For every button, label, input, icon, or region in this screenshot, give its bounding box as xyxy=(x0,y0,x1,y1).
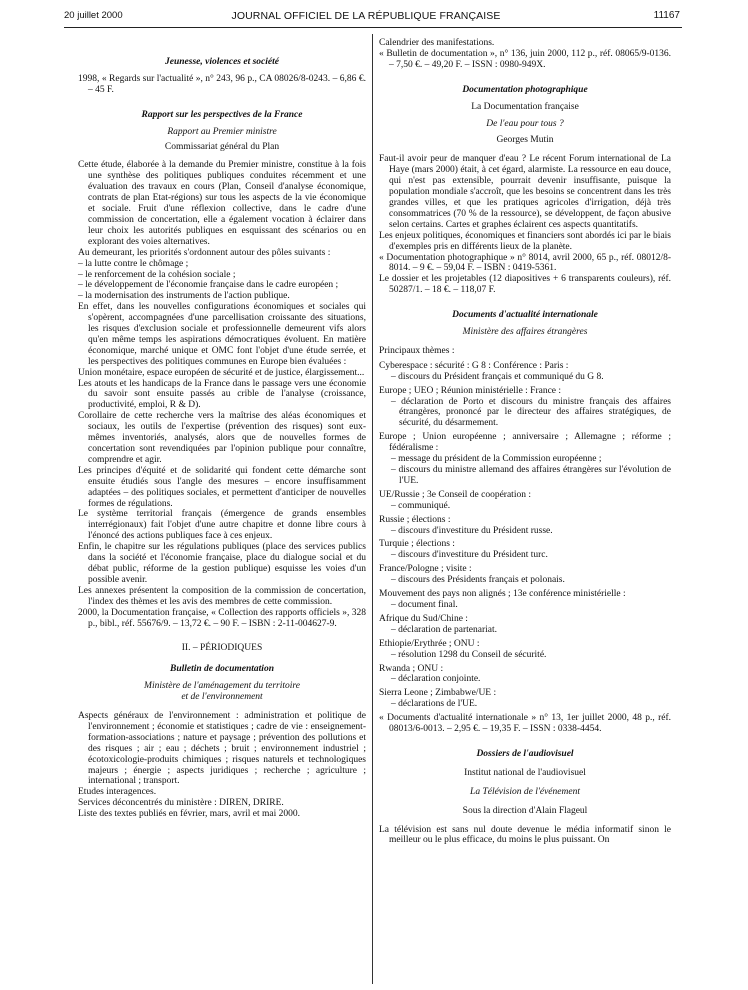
theme-heading: Sierra Leone ; Zimbabwe/UE : xyxy=(379,688,497,699)
paragraph: Le système territorial français (émergence de grands ensembles interrégionaux) fait l'objet d'une autre chapitre et donne libre cours à l'énoncé des actions publiques face à ces enjeux. xyxy=(78,509,366,542)
page-header xyxy=(64,10,680,26)
theme-heading: France/Pologne ; visite : xyxy=(379,564,472,575)
paragraph: En effet, dans les nouvelles configurations économiques et sociales qui s'opèrent, accompagnées d'une parcellisation croissante des situations, les risques d'exclusion sociale et professionnelle demeurent vifs alors qu'en même temps les aspirations démocratiques évoluent. En matière économique, marché unique et OMC font l'objet d'une étude serrée, et les perspectives des politiques communes en Europe bien évaluées : xyxy=(78,302,366,367)
section-subtitle: Ministère de l'aménagement du territoire xyxy=(144,681,300,692)
publisher: Institut national de l'audiovisuel xyxy=(464,767,586,778)
theme-item: – déclarations de l'UE. xyxy=(391,699,478,710)
paragraph: Faut-il avoir peur de manquer d'eau ? Le récent Forum international de La Haye (mars 2000) était, à cet égard, alarmiste. La ressource en eau douce, qui n'est pas extensible, pourrait devenir insuffisante, puisque la population mondiale s'accroît, que les besoins se concentrent dans les très grandes villes, et que les pratiques agricoles d'irrigation, déjà très consommatrices (70 % de la ressource), se développent, de façon abusive selon certains. Cartes et graphes éclairent ces aspects quantitatifs. xyxy=(379,154,671,230)
theme-item: – déclaration de partenariat. xyxy=(391,624,498,635)
theme-heading: Europe ; Union européenne ; anniversaire ; Allemagne ; réforme ; fédéralisme : xyxy=(379,432,671,454)
theme-item: – message du président de la Commission européenne ; xyxy=(391,454,602,465)
paragraph: Les atouts et les handicaps de la France dans le passage vers une économie du savoir sont ensuite passés au crible de l'analyse (croissance, productivité, emploi, R & D). xyxy=(78,378,366,411)
section-title: Bulletin de documentation xyxy=(170,664,274,675)
theme-item: – résolution 1298 du Conseil de sécurité. xyxy=(391,649,547,660)
paragraph: Les principes d'équité et de solidarité qui fondent cette démarche sont ensuite étudiés sous l'angle des mesures – encore insuffisamment adaptées – des politiques sociales, et permettent d'anticiper de nouvelles formes de régulations. xyxy=(78,465,366,509)
journal-title: JOURNAL OFFICIEL DE LA RÉPUBLIQUE FRANÇAISE xyxy=(231,10,501,22)
theme-item: – document final. xyxy=(391,599,458,610)
paragraph: Liste des textes publiés en février, mars, avril et mai 2000. xyxy=(78,809,301,820)
paragraph: La télévision est sans nul doute devenue le média informatif sinon le meilleur ou le plus efficace, du moins le plus puissant. On xyxy=(379,824,671,846)
themes-list xyxy=(379,361,671,713)
theme-item: – discours d'investiture du Président turc. xyxy=(391,550,548,561)
theme-heading: Cyberespace : sécurité : G 8 : Conférence : Paris : xyxy=(379,360,569,371)
list-item: – le renforcement de la cohésion sociale ; xyxy=(78,269,236,280)
paragraph: Aspects généraux de l'environnement : administration et politique de l'environnement ; économie et statistiques ; cadre de vie : enseignement-formation-associations ; nature et paysage ; prévention des pollutions et des risques ; air ; eau ; déchets ; bruit ; environnement industriel ; écotoxicologie-produits chimiques ; risques naturels et technologiques majeurs ; énergie ; aspects juridiques ; recherche ; agriculture ; international ; transport. xyxy=(78,711,366,787)
direction: Sous la direction d'Alain Flageul xyxy=(462,805,588,816)
section-subtitle: Ministère des affaires étrangères xyxy=(462,327,588,338)
section-title: Jeunesse, violences et société xyxy=(165,57,279,67)
theme-heading: Rwanda ; ONU : xyxy=(379,663,444,674)
section-title: Documents d'actualité internationale xyxy=(452,310,598,321)
section-subtitle: Rapport au Premier ministre xyxy=(167,126,277,137)
reference: Le dossier et les projetables (12 diapositives + 6 transparents couleurs), réf. 50287/1. – 18 €. – 118,07 F. xyxy=(379,274,671,296)
theme-heading: Afrique du Sud/Chine : xyxy=(379,613,468,624)
reference: 1998, « Regards sur l'actualité », n° 243, 96 p., CA 08026/8-0243. – 6,86 €. – 45 F. xyxy=(78,73,366,95)
theme-item: – discours d'investiture du Président russe. xyxy=(391,525,553,536)
theme-heading: Russie ; élections : xyxy=(379,514,451,525)
section-subtitle: La Télévision de l'événement xyxy=(470,786,580,797)
section-title: Rapport sur les perspectives de la France xyxy=(141,109,303,120)
theme-heading: Ethiopie/Erythrée ; ONU : xyxy=(379,638,480,649)
section-subtitle: et de l'environnement xyxy=(181,692,263,703)
paragraph: Les enjeux politiques, économiques et financiers sont abordés ici par le biais d'exemples pris en différents lieux de la planète. xyxy=(379,230,671,252)
paragraph: Les annexes présentent la composition de la commission de concertation, l'index des thèmes et les avis des membres de cette commission. xyxy=(78,585,366,607)
theme-item: – discours des Présidents français et polonais. xyxy=(391,575,565,586)
publisher: La Documentation française xyxy=(471,101,579,112)
theme-item: – déclaration de Porto et discours du ministre français des affaires étrangères, prononcé par le directeur des affaires stratégiques, de sécurité, du désarmement. xyxy=(391,396,671,429)
list-item: – la lutte contre le chômage ; xyxy=(78,258,189,269)
column-separator xyxy=(372,34,373,984)
themes-intro: Principaux thèmes : xyxy=(379,345,455,356)
organization: Commissariat général du Plan xyxy=(164,141,280,152)
paragraph: Etudes interagences. xyxy=(78,787,157,798)
section-title: Dossiers de l'audiovisuel xyxy=(476,748,574,759)
section-title: Documentation photographique xyxy=(462,84,588,95)
list-item: – le développement de l'économie française dans le cadre européen ; xyxy=(78,280,339,291)
theme-item: – discours du ministre allemand des affaires étrangères sur l'évolution de l'UE. xyxy=(391,465,671,486)
paragraph: Corollaire de cette recherche vers la maîtrise des aléas économiques et sociaux, les outils de l'expertise (prévention des risques) sont eux-mêmes inventoriés, analysés, alors que de nouvelles formes de concertation sont revendiquées par l'opinion publique pour connaître, comprendre et agir. xyxy=(78,411,366,465)
paragraph: Au demeurant, les priorités s'ordonnent autour des pôles suivants : xyxy=(78,247,331,258)
theme-item: – communiqué. xyxy=(391,500,451,511)
list-item: – la modernisation des instruments de l'action publique. xyxy=(78,291,290,302)
section-subtitle: De l'eau pour tous ? xyxy=(486,118,564,129)
paragraph: Calendrier des manifestations. xyxy=(379,38,495,48)
theme-item: – déclaration conjointe. xyxy=(391,674,481,685)
reference: « Documentation photographique » n° 8014, avril 2000, 65 p., réf. 08012/8-8014. – 9 €. – 59,04 F. – ISBN : 0419-5361. xyxy=(379,252,671,274)
right-column xyxy=(379,38,671,846)
reference: 2000, la Documentation française, « Collection des rapports officiels », 328 p., bibl., réf. 55676/9. – 13,72 €. – 90 F. – ISBN : 2-11-004627-9. xyxy=(78,607,366,629)
reference: « Documents d'actualité internationale » n° 13, 1er juillet 2000, 48 p., réf. 08013/6-0013. – 2,95 €. – 19,35 F. – ISSN : 0338-4454. xyxy=(379,713,671,735)
theme-heading: Europe ; UEO ; Réunion ministérielle : France : xyxy=(379,385,562,396)
author: Georges Mutin xyxy=(496,135,554,146)
theme-item: – discours du Président français et communiqué du G 8. xyxy=(391,371,604,382)
theme-heading: Turquie ; élections : xyxy=(379,539,455,550)
part-heading: II. – PÉRIODIQUES xyxy=(181,643,263,654)
theme-heading: Mouvement des pays non alignés ; 13e conférence ministérielle : xyxy=(379,589,626,600)
page-number: 11167 xyxy=(653,10,680,21)
header-rule xyxy=(64,27,682,28)
header-date: 20 juillet 2000 xyxy=(64,10,123,21)
reference: « Bulletin de documentation », n° 136, juin 2000, 112 p., réf. 08065/9-0136. – 7,50 €. – 49,20 F. – ISSN : 0980-949X. xyxy=(379,48,671,70)
left-column xyxy=(78,57,366,820)
paragraph: Cette étude, élaborée à la demande du Premier ministre, constitue à la fois une synthèse des politiques publiques conduites récemment et une évaluation des travaux en cours (Plan, Conseil d'analyse économique, contrats de plan Etat-régions) sur tous les aspects de la vie économique et sociale. Fruit d'une réflexion collective, dans le cadre d'une commission de concertation, elle a également vocation à éclairer dans leur choix les autorités publiques en esquissant des scénarios ou en explorant des voies alternatives. xyxy=(78,160,366,247)
paragraph: Enfin, le chapitre sur les régulations publiques (place des services publics dans la société et l'économie française, place du dialogue social et du débat public, réforme de la gestion publique) esquisse les voies d'un possible avenir. xyxy=(78,542,366,585)
theme-heading: UE/Russie ; 3e Conseil de coopération : xyxy=(379,489,531,500)
paragraph: Union monétaire, espace européen de sécurité et de justice, élargissement... xyxy=(78,367,365,378)
paragraph: Services déconcentrés du ministère : DIREN, DRIRE. xyxy=(78,798,284,809)
